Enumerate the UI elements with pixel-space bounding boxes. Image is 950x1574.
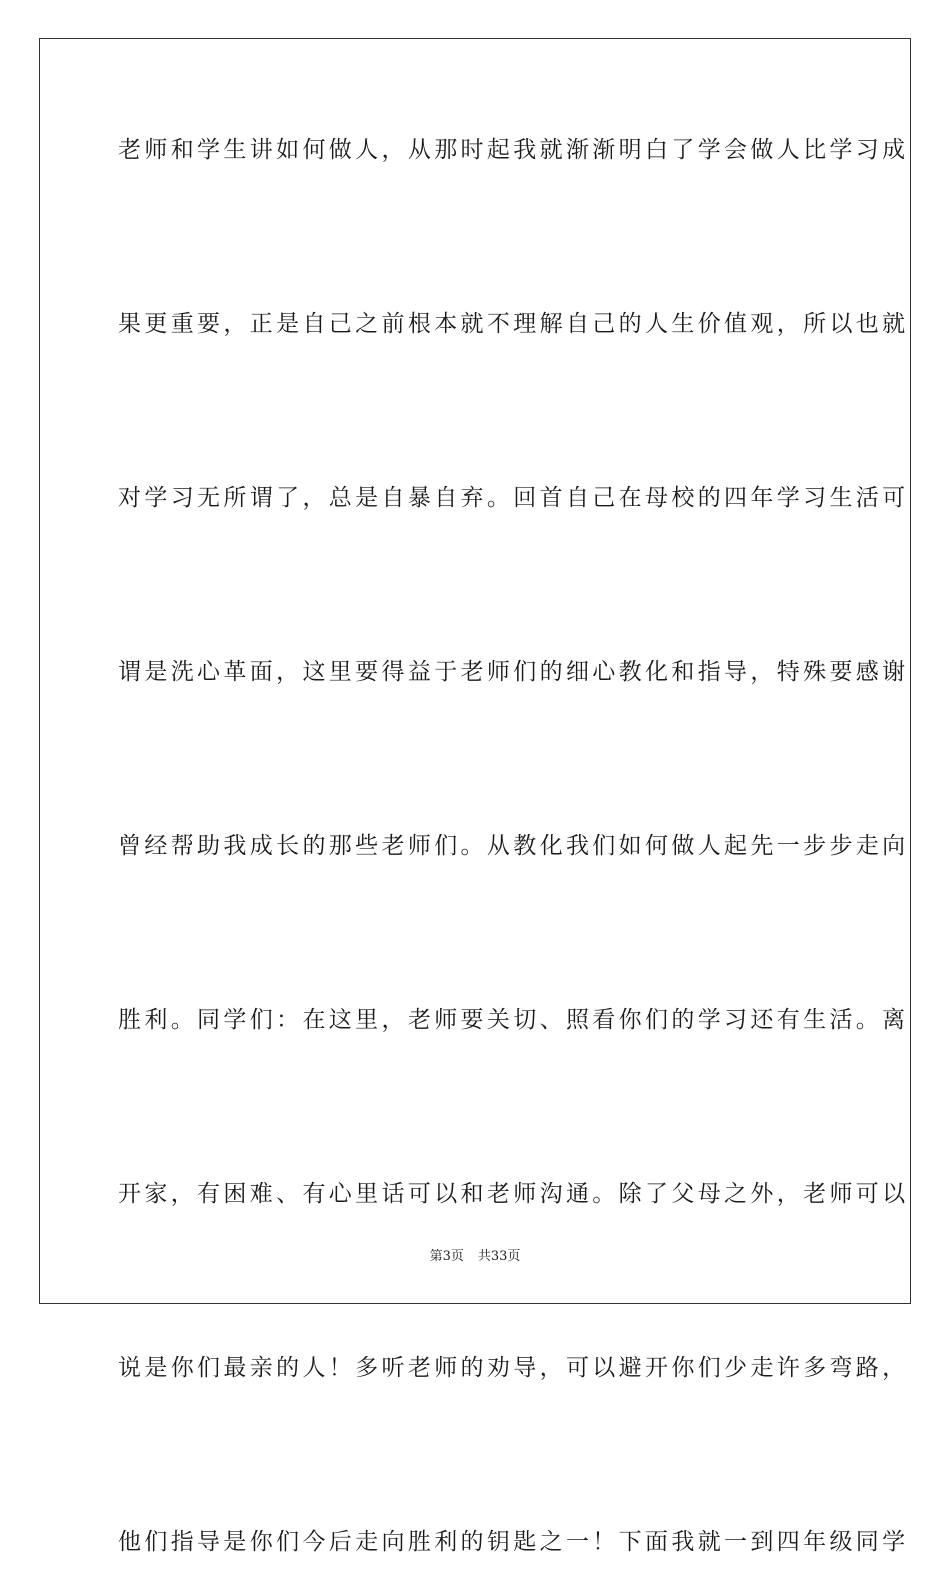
text-line: 老师和学生讲如何做人，从那时起我就渐渐明白了学会做人比学习成 [118,137,909,163]
document-body [118,118,909,1574]
page-number: 第3页 [429,1249,464,1264]
text-line: 对学习无所谓了，总是自暴自弃。回首自己在母校的四年学习生活可 [118,485,909,511]
text-line: 曾经帮助我成长的那些老师们。从教化我们如何做人起先一步步走向 [118,833,909,859]
text-line: 果更重要，正是自己之前根本就不理解自己的人生价值观，所以也就 [118,311,909,337]
text-line: 他们指导是你们今后走向胜利的钥匙之一！下面我就一到四年级同学 [118,1529,909,1555]
page-footer [0,1245,950,1264]
text-line: 开家，有困难、有心里话可以和老师沟通。除了父母之外，老师可以 [118,1181,909,1207]
text-line: 谓是洗心革面，这里要得益于老师们的细心教化和指导，特殊要感谢 [118,659,909,685]
text-line: 胜利。同学们：在这里，老师要关切、照看你们的学习还有生活。离 [118,1007,909,1033]
text-line: 说是你们最亲的人！多听老师的劝导，可以避开你们少走许多弯路， [118,1355,909,1381]
total-pages: 共33页 [477,1249,521,1264]
